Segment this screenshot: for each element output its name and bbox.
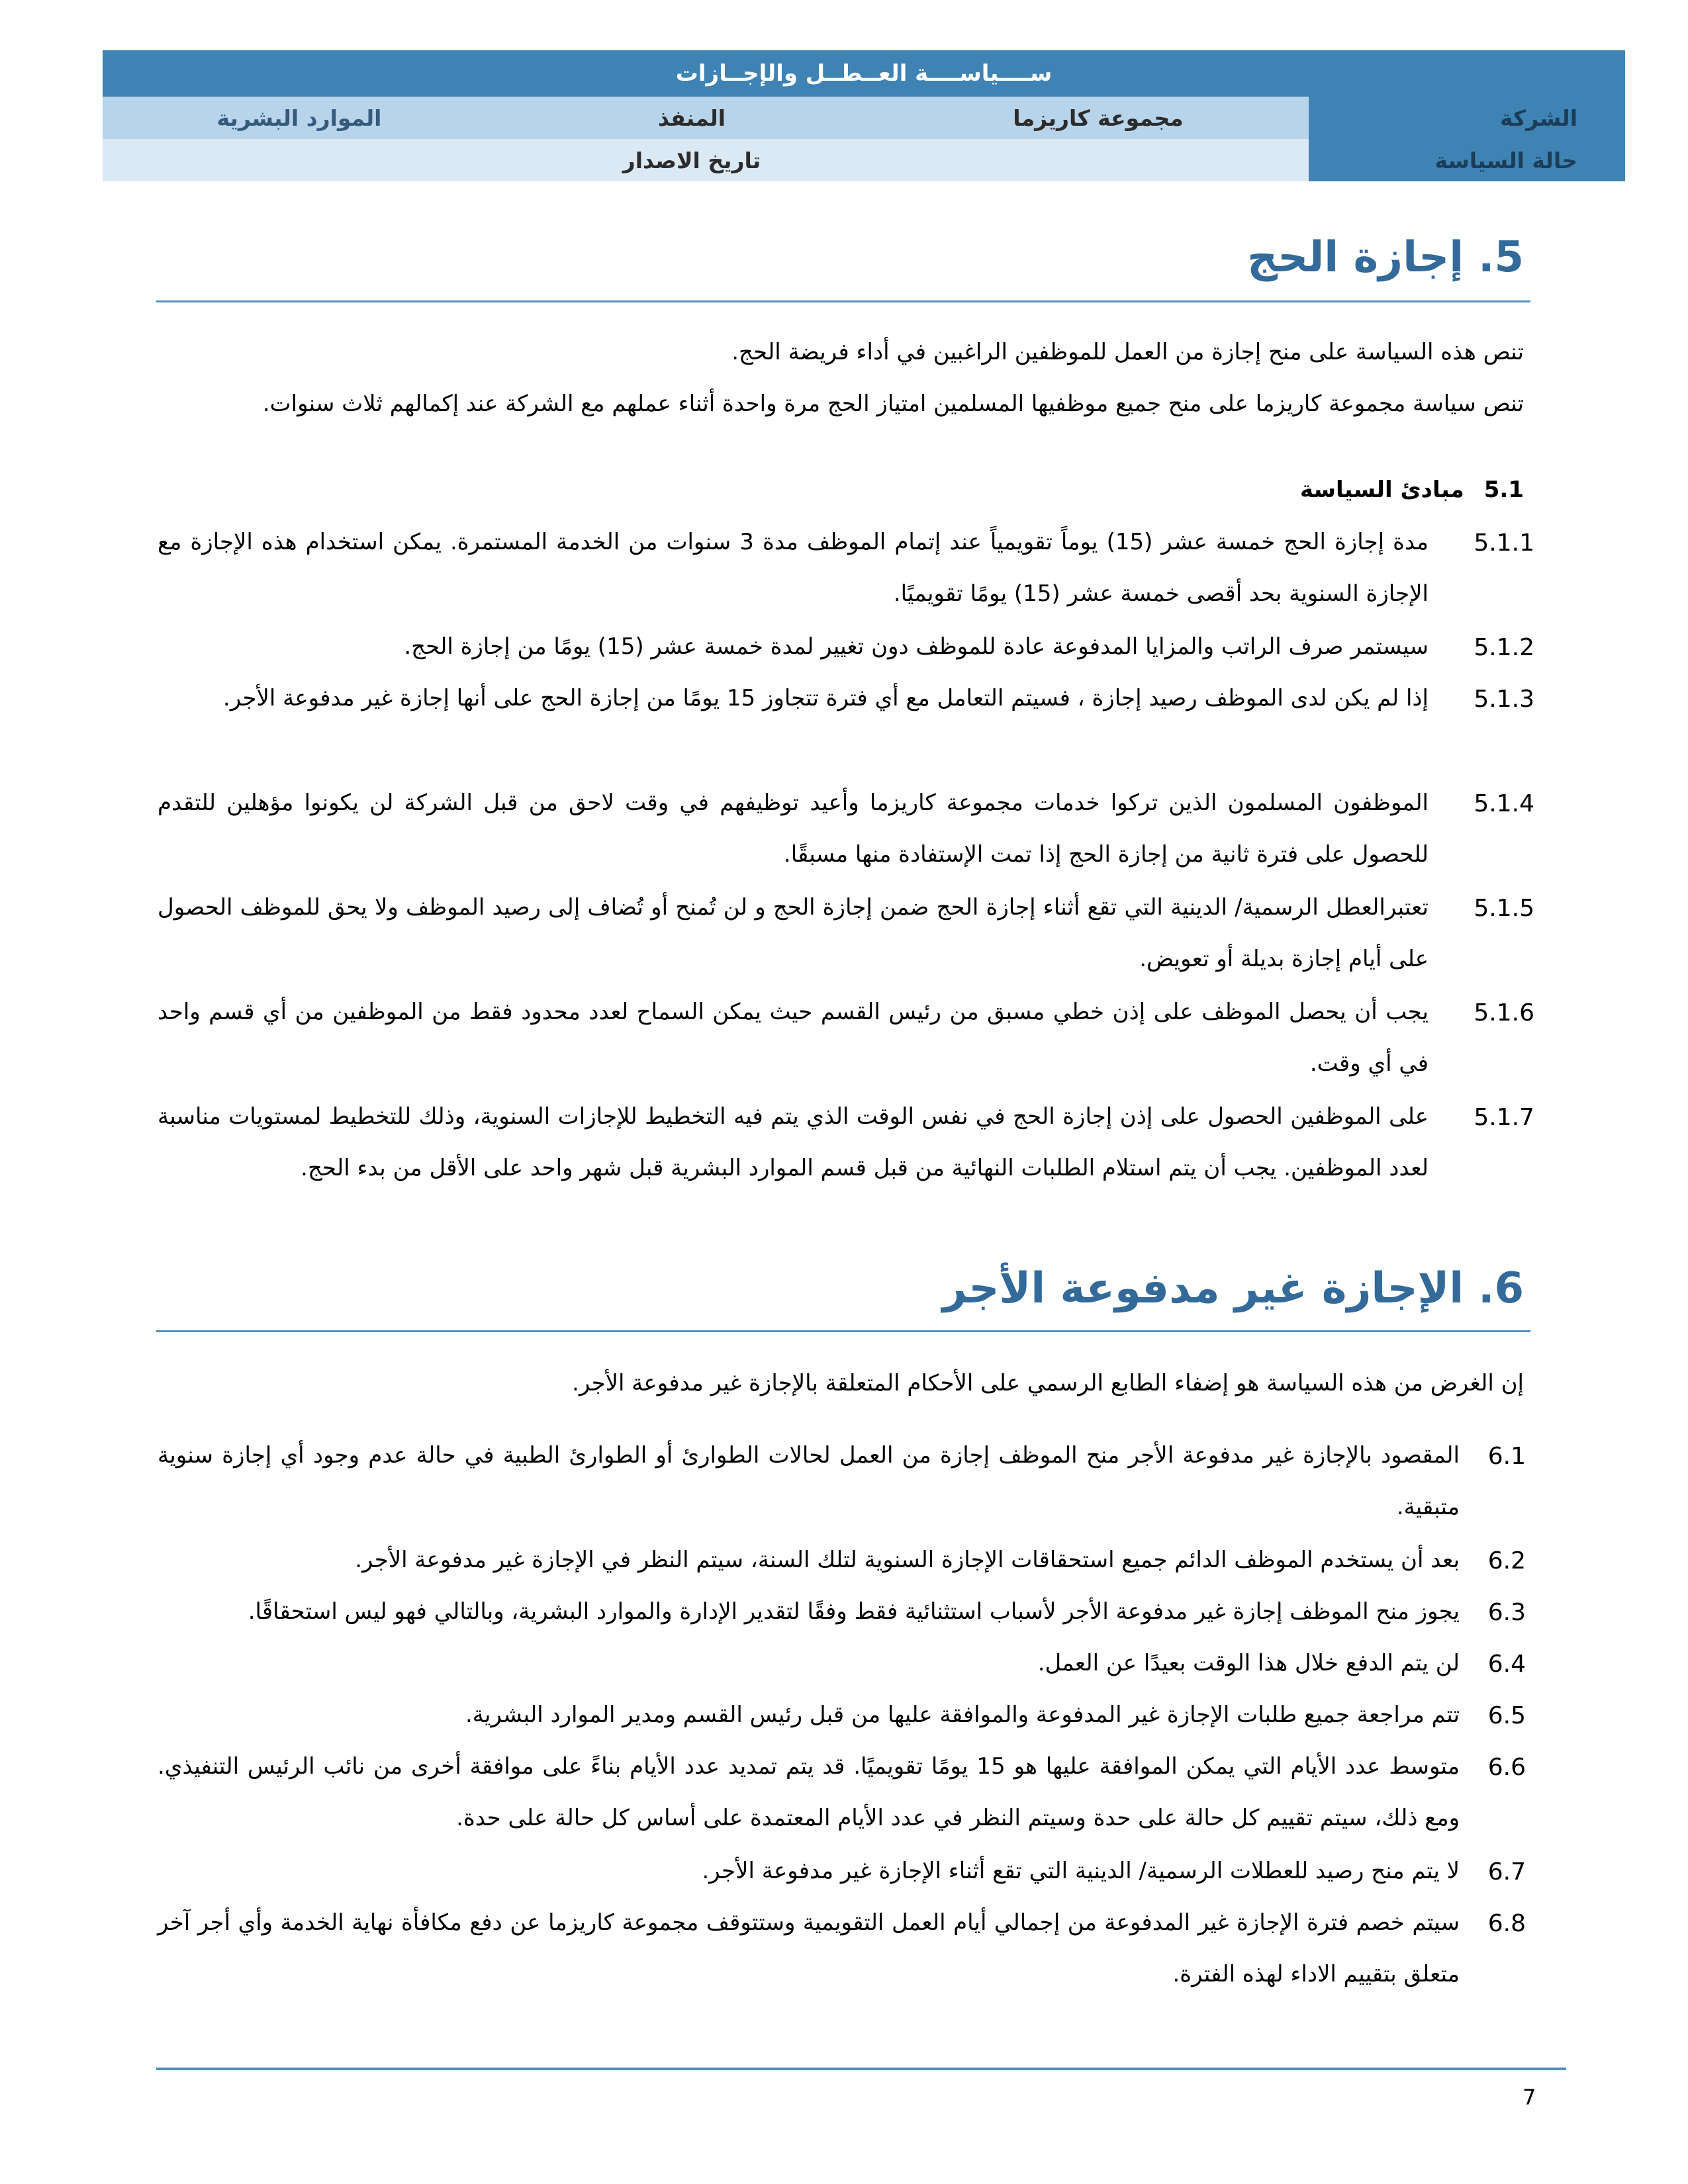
section-5-divider: [156, 300, 1530, 302]
page-number: 7: [1523, 2085, 1536, 2110]
section-6-title: الإجازة غير مدفوعة الأجر: [942, 1264, 1464, 1313]
section-5-intro-2: تنص سياسة مجموعة كاريزما على منح جميع موظفيها المسلمين امتياز الحج مرة واحدة أثناء عملهم مع الشركة عند إكمالهم ثلاث سنوات.: [262, 390, 1524, 417]
item-text: المقصود بالإجازة غير مدفوعة الأجر منح الموظف إجازة من العمل لحالات الطوارئ أو الطوارئ الطبية في حالة عدم وجود أي إجازة سنوية متبقية.: [158, 1442, 1460, 1520]
footer-divider: [156, 2068, 1566, 2070]
item-text: بعد أن يستخدم الموظف الدائم جميع استحقاقات الإجازة السنوية لتلك السنة، سيتم النظر في الإجازة غير مدفوعة الأجر.: [355, 1547, 1460, 1573]
item-number: 6.5: [1487, 1702, 1526, 1729]
item-text: يجب أن يحصل الموظف على إذن خطي مسبق من رئيس القسم حيث يمكن السماح لعدد محدود فقط من الموظفين من أي قسم واحد في أي وقت.: [158, 999, 1429, 1077]
item-number: 5.1.5: [1474, 895, 1534, 922]
header-row-company: [103, 97, 1625, 139]
item-text: سيستمر صرف الراتب والمزايا المدفوعة عادة للموظف دون تغيير لمدة خمسة عشر (15) يومًا من إجازة الحج.: [404, 633, 1429, 660]
item-text: تعتبرالعطل الرسمية/ الدينية التي تقع أثناء إجازة الحج ضمن إجازة الحج و لن تُمنح أو تُضاف إلى رصيد الموظف ولا يحق للموظف الحصول على أيام إجازة بديلة أو تعويض.: [158, 894, 1429, 972]
item-number: 5.1.7: [1474, 1104, 1534, 1131]
section-5-intro-1: تنص هذه السياسة على منح إجازة من العمل للموظفين الراغبين في أداء فريضة الحج.: [731, 339, 1524, 365]
item-number: 6.8: [1487, 1910, 1526, 1937]
section-5-heading: [1247, 233, 1524, 282]
label-issue-date: تاريخ الاصدار: [496, 139, 888, 181]
item-number: 6.1: [1487, 1443, 1526, 1470]
policy-header-table: [103, 50, 1625, 181]
policy-title: ســــياســــة العــطــل والإجــازات: [103, 50, 1625, 97]
item-number: 6.6: [1487, 1754, 1526, 1781]
label-company: الشركة: [1309, 97, 1625, 139]
item-text: لا يتم منح رصيد للعطلات الرسمية/ الدينية التي تقع أثناء الإجازة غير مدفوعة الأجر.: [702, 1858, 1460, 1884]
item-text: يجوز منح الموظف إجازة غير مدفوعة الأجر لأسباب استثنائية فقط وفقًا لتقدير الإدارة والموارد البشرية، وبالتالي فهو ليس استحقاقًا.: [248, 1598, 1460, 1625]
item-number: 6.4: [1487, 1651, 1526, 1678]
item-number: 6.3: [1487, 1599, 1526, 1626]
header-row-status: [103, 139, 1625, 181]
section-6-number: 6.: [1478, 1264, 1524, 1313]
value-issue-date: [103, 139, 496, 181]
value-company: مجموعة كاريزما: [888, 97, 1309, 139]
section-5-title: إجازة الحج: [1246, 233, 1464, 282]
section-5-1-number: 5.1: [1483, 477, 1524, 503]
item-number: 6.2: [1487, 1547, 1526, 1574]
section-5-number: 5.: [1478, 233, 1524, 282]
section-5-1-title: مبادئ السياسة: [1299, 477, 1464, 503]
label-status: حالة السياسة: [1309, 139, 1625, 181]
item-number: 5.1.6: [1474, 999, 1534, 1026]
item-number: 6.7: [1487, 1858, 1526, 1886]
item-text: مدة إجازة الحج خمسة عشر (15) يوماً تقويمياً عند إتمام الموظف مدة 3 سنوات من الخدمة المستمرة. يمكن استخدام هذه الإجازة مع الإجازة السنوية بحد أقصى خمسة عشر (15) يومًا تقويميًا.: [158, 529, 1429, 607]
section-5-1-heading: [1300, 477, 1524, 503]
section-6-divider: [156, 1330, 1530, 1332]
item-number: 5.1.2: [1474, 634, 1534, 661]
value-executor: الموارد البشرية: [103, 97, 496, 139]
item-text: متوسط عدد الأيام التي يمكن الموافقة عليها هو 15 يومًا تقويميًا. قد يتم تمديد عدد الأيام بناءً على موافقة أخرى من نائب الرئيس التنفيذي. ومع ذلك، سيتم تقييم كل حالة على حدة وسيتم النظر في عدد الأيام المعتمدة على أساس كل حالة على حدة.: [158, 1753, 1460, 1831]
value-status: [888, 139, 1309, 181]
item-text: على الموظفين الحصول على إذن إجازة الحج في نفس الوقت الذي يتم فيه التخطيط للإجازات السنوية، وذلك للتخطيط لمستويات مناسبة لعدد الموظفين. يجب أن يتم استلام الطلبات النهائية من قبل قسم الموارد البشرية قبل شهر واحد على الأقل من بدء الحج.: [158, 1103, 1429, 1181]
item-number: 5.1.1: [1474, 529, 1534, 557]
item-text: سيتم خصم فترة الإجازة غير المدفوعة من إجمالي أيام العمل التقويمية وستتوقف مجموعة كاريزما عن دفع مكافأة نهاية الخدمة وأي أجر آخر متعلق بتقييم الاداء لهذه الفترة.: [158, 1909, 1460, 1987]
item-text: الموظفون المسلمون الذين تركوا خدمات مجموعة كاريزما وأعيد توظيفهم في وقت لاحق من قبل الشركة لن يكونوا مؤهلين للتقدم للحصول على فترة ثانية من إجازة الحج إذا تمت الإستفادة منها مسبقًا.: [158, 790, 1429, 868]
label-executor: المنفذ: [496, 97, 888, 139]
item-number: 5.1.4: [1474, 790, 1534, 817]
section-6-intro: إن الغرض من هذه السياسة هو إضفاء الطابع الرسمي على الأحكام المتعلقة بالإجازة غير مدفوعة الأجر.: [572, 1370, 1524, 1396]
item-text: تتم مراجعة جميع طلبات الإجازة غير المدفوعة والموافقة عليها من قبل رئيس القسم ومدير الموارد البشرية.: [465, 1702, 1460, 1728]
item-number: 5.1.3: [1474, 686, 1534, 713]
section-6-heading: [943, 1264, 1524, 1313]
item-text: إذا لم يكن لدى الموظف رصيد إجازة ، فسيتم التعامل مع أي فترة تتجاوز 15 يومًا من إجازة الحج على أنها إجازة غير مدفوعة الأجر.: [222, 685, 1429, 711]
item-text: لن يتم الدفع خلال هذا الوقت بعيدًا عن العمل.: [1037, 1650, 1460, 1676]
